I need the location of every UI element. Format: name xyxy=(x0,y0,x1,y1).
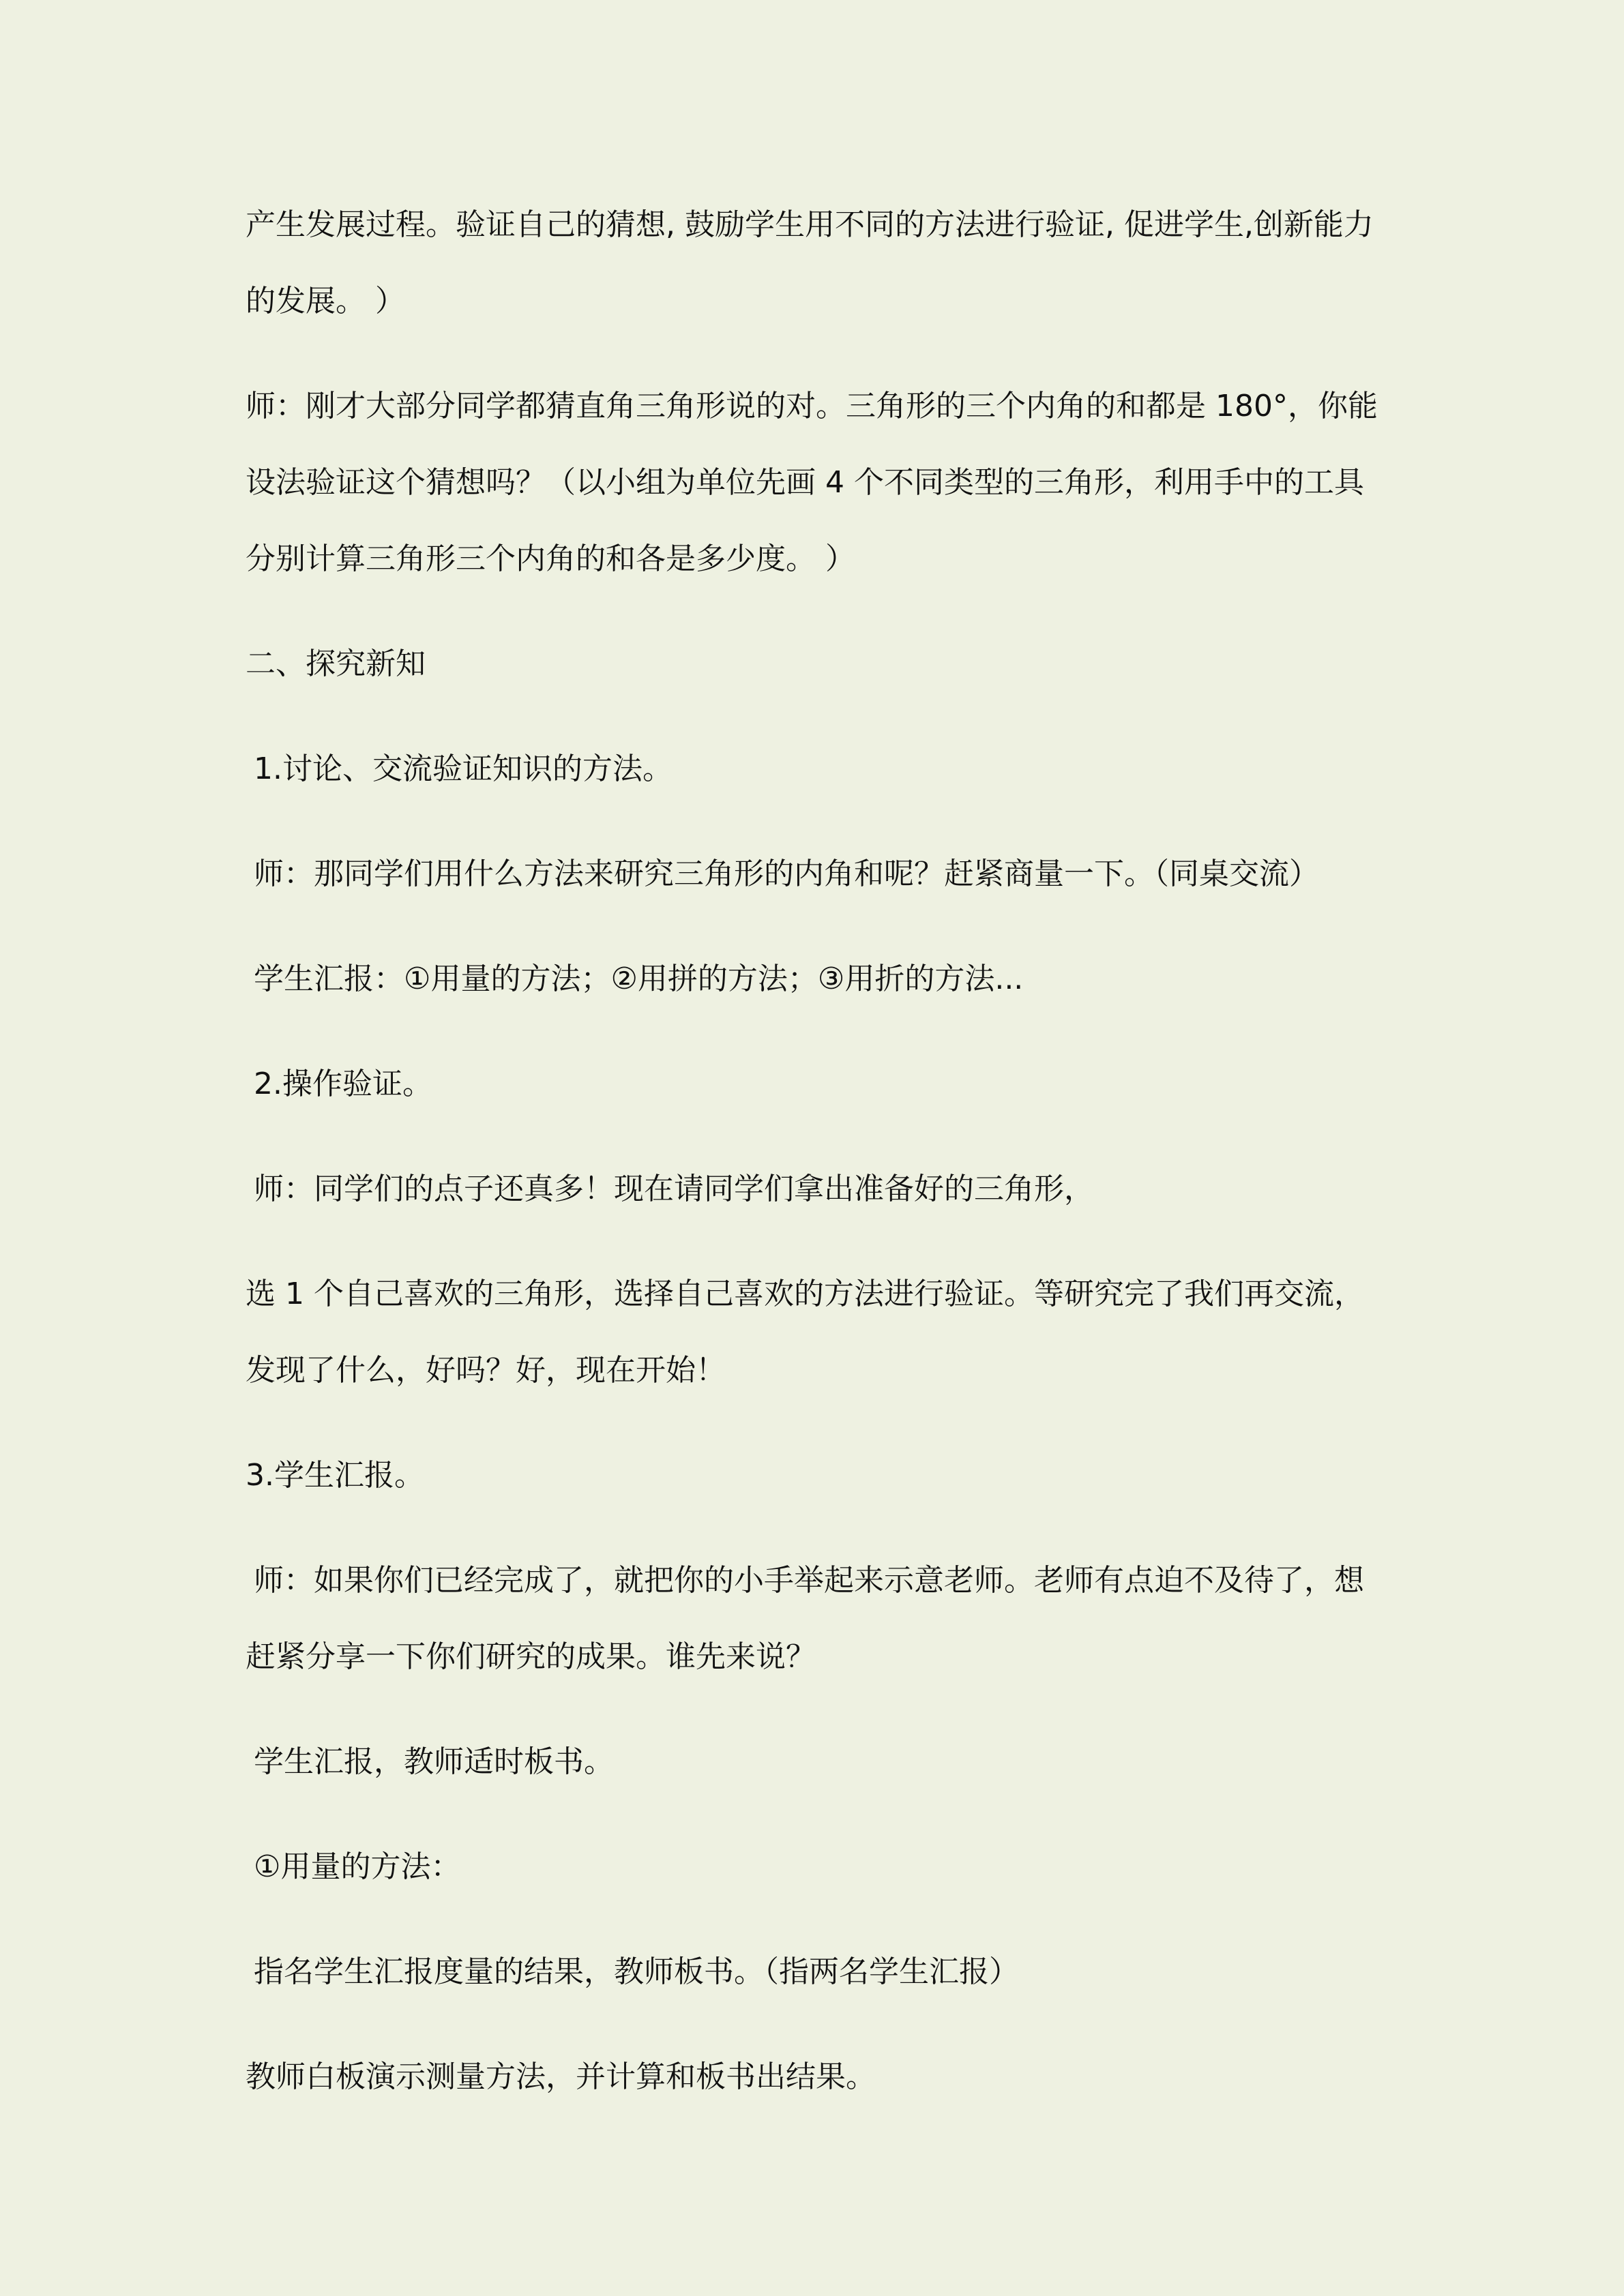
text-line: 指名学生汇报度量的结果，教师板书。（指两名学生汇报） xyxy=(254,1954,1019,1989)
text-line: 师：刚才大部分同学都猜直角三角形说的对。三角形的三个内角的和都是 180°，你能 xyxy=(246,389,1378,423)
text-line: 学生汇报，教师适时板书。 xyxy=(254,1744,614,1779)
text-line: 的发展。 ） xyxy=(246,284,405,318)
text-line: 发现了什么，好吗？好，现在开始！ xyxy=(246,1353,726,1388)
text-line: 分别计算三角形三个内角的和各是多少度。 ） xyxy=(246,541,855,576)
subsection-heading: 3.学生汇报。 xyxy=(246,1458,424,1493)
section-heading: 二、探究新知 xyxy=(246,646,426,681)
text-line: 教师白板演示测量方法，并计算和板书出结果。 xyxy=(246,2059,876,2094)
subsection-heading: 1.讨论、交流验证知识的方法。 xyxy=(254,751,673,786)
text-line: ①用量的方法： xyxy=(254,1849,461,1884)
text-line: 赶紧分享一下你们研究的成果。谁先来说？ xyxy=(246,1639,816,1674)
subsection-heading: 2.操作验证。 xyxy=(254,1067,432,1101)
text-line: 师：那同学们用什么方法来研究三角形的内角和呢？赶紧商量一下。（同桌交流） xyxy=(254,856,1319,891)
text-line: 产生发展过程。验证自己的猜想, 鼓励学生用不同的方法进行验证, 促进学生,创新能力 xyxy=(246,207,1374,242)
text-line: 设法验证这个猜想吗？（以小组为单位先画 4 个不同类型的三角形，利用手中的工具 xyxy=(246,465,1364,500)
text-line: 选 1 个自己喜欢的三角形，选择自己喜欢的方法进行验证。等研究完了我们再交流， xyxy=(246,1277,1364,1311)
text-line: 师：如果你们已经完成了，就把你的小手举起来示意老师。老师有点迫不及待了，想 xyxy=(254,1563,1364,1598)
text-line: 师：同学们的点子还真多！现在请同学们拿出准备好的三角形， xyxy=(254,1172,1094,1206)
text-line: 学生汇报：①用量的方法；②用拼的方法；③用折的方法... xyxy=(254,961,1024,996)
